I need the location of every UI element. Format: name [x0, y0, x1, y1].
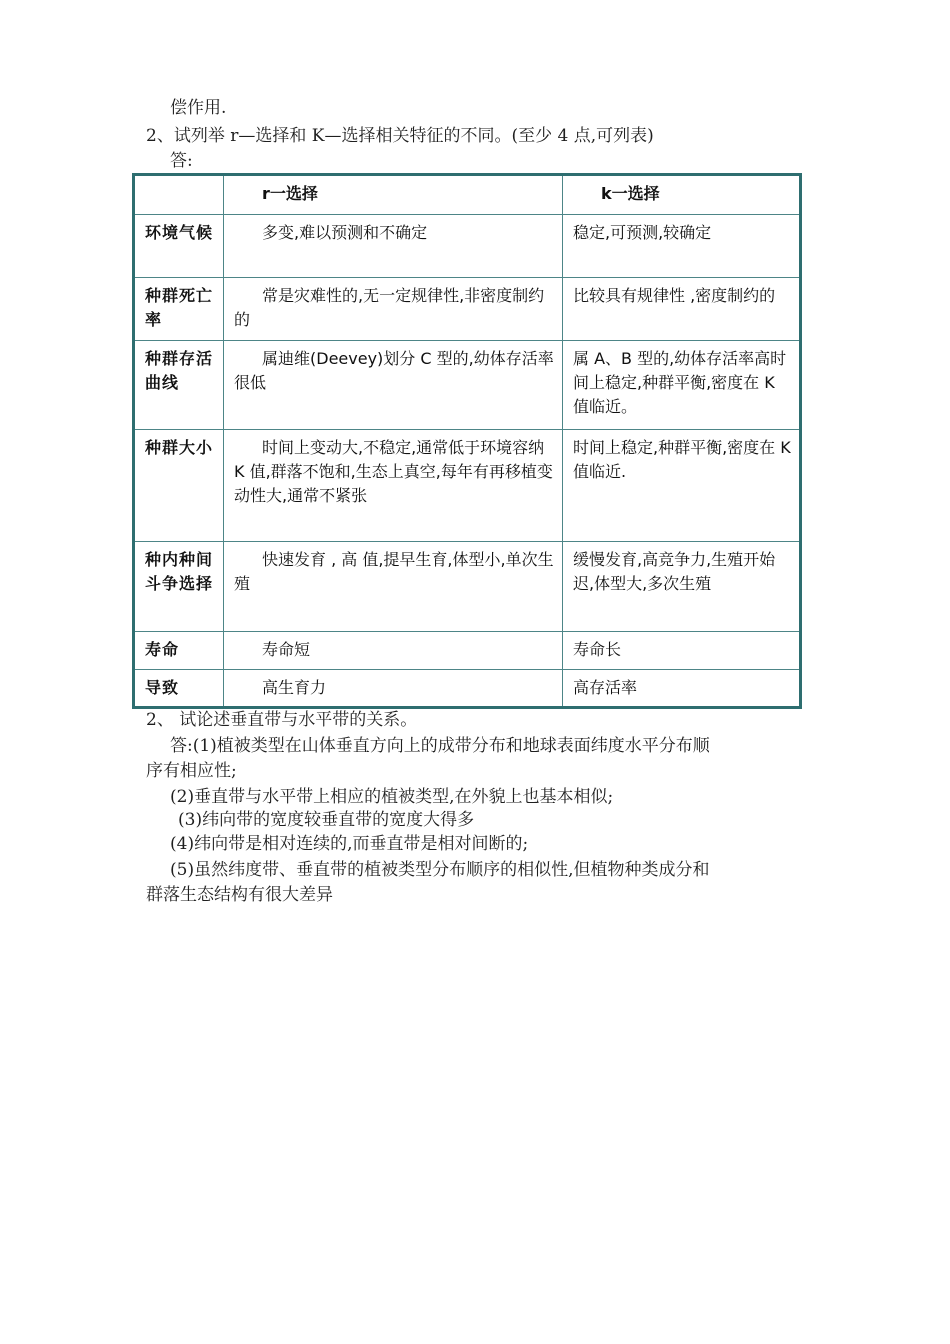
row-label: 环境气候 — [134, 215, 224, 278]
table-row — [134, 341, 801, 430]
r-cell — [224, 215, 563, 278]
answer-5-line-2: 群落生态结构有很大差异 — [146, 885, 333, 905]
answer-3: (3)纬向带的宽度较垂直带的宽度大得多 — [178, 810, 475, 830]
row-label: 种群大小 — [134, 430, 224, 542]
question-r-k-selection: 2、试列举 r—选择和 K—选择相关特征的不同。(至少 4 点,可列表) — [146, 126, 654, 146]
table-row — [134, 542, 801, 632]
r-cell — [224, 278, 563, 341]
r-cell — [224, 542, 563, 632]
r-cell — [224, 430, 563, 542]
k-cell: 属 A、B 型的,幼体存活率高时间上稳定,种群平衡,密度在 K 值临近。 — [563, 341, 801, 430]
table-header-row — [134, 175, 801, 215]
r-cell — [224, 632, 563, 670]
answer-1-line-2: 序有相应性; — [146, 761, 237, 781]
answer-5-line-1: (5)虽然纬度带、垂直带的植被类型分布顺序的相似性,但植物种类成分和 — [170, 860, 710, 880]
row-label: 种群死亡率 — [134, 278, 224, 341]
k-cell: 时间上稳定,种群平衡,密度在 K 值临近. — [563, 430, 801, 542]
row-label: 种内种间斗争选择 — [134, 542, 224, 632]
k-cell: 比较具有规律性 ,密度制约的 — [563, 278, 801, 341]
answer-4: (4)纬向带是相对连续的,而垂直带是相对间断的; — [170, 834, 529, 854]
r-cell — [224, 670, 563, 708]
row-label: 导致 — [134, 670, 224, 708]
r-cell-text: 属迪维(Deevey)划分 C 型的,幼体存活率很低 — [234, 349, 554, 392]
r-cell-text: 寿命短 — [262, 640, 311, 659]
r-cell-text: 时间上变动大,不稳定,通常低于环境容纳 K 值,群落不饱和,生态上真空,每年有再移植变动性大,通常不紧张 — [234, 438, 553, 505]
answer-2: (2)垂直带与水平带上相应的植被类型,在外貌上也基本相似; — [170, 787, 614, 807]
table-row — [134, 632, 801, 670]
k-cell: 高存活率 — [563, 670, 801, 708]
r-cell-text: 高生育力 — [262, 678, 327, 697]
row-label: 种群存活曲线 — [134, 341, 224, 430]
table-row — [134, 215, 801, 278]
r-cell-text: 快速发育 , 高 值,提早生育,体型小,单次生殖 — [234, 550, 554, 593]
k-cell: 缓慢发育,高竞争力,生殖开始迟,体型大,多次生殖 — [563, 542, 801, 632]
answer-label: 答: — [170, 151, 193, 171]
question-vertical-horizontal-zones: 2、 试论述垂直带与水平带的关系。 — [146, 710, 418, 730]
continuation-text: 偿作用. — [170, 98, 227, 118]
k-cell: 稳定,可预测,较确定 — [563, 215, 801, 278]
answer-1-line-1: 答:(1)植被类型在山体垂直方向上的成带分布和地球表面纬度水平分布顺 — [170, 736, 710, 756]
k-cell: 寿命长 — [563, 632, 801, 670]
r-cell-text: 常是灾难性的,无一定规律性,非密度制约的 — [234, 286, 545, 329]
row-label: 寿命 — [134, 632, 224, 670]
header-empty-cell — [134, 175, 224, 215]
header-r-selection: r一选择 — [224, 175, 563, 215]
table-row — [134, 430, 801, 542]
r-cell-text: 多变,难以预测和不确定 — [262, 223, 428, 242]
table-row — [134, 278, 801, 341]
r-cell — [224, 341, 563, 430]
table-row — [134, 670, 801, 708]
comparison-table — [132, 173, 802, 709]
header-k-selection: k一选择 — [563, 175, 801, 215]
